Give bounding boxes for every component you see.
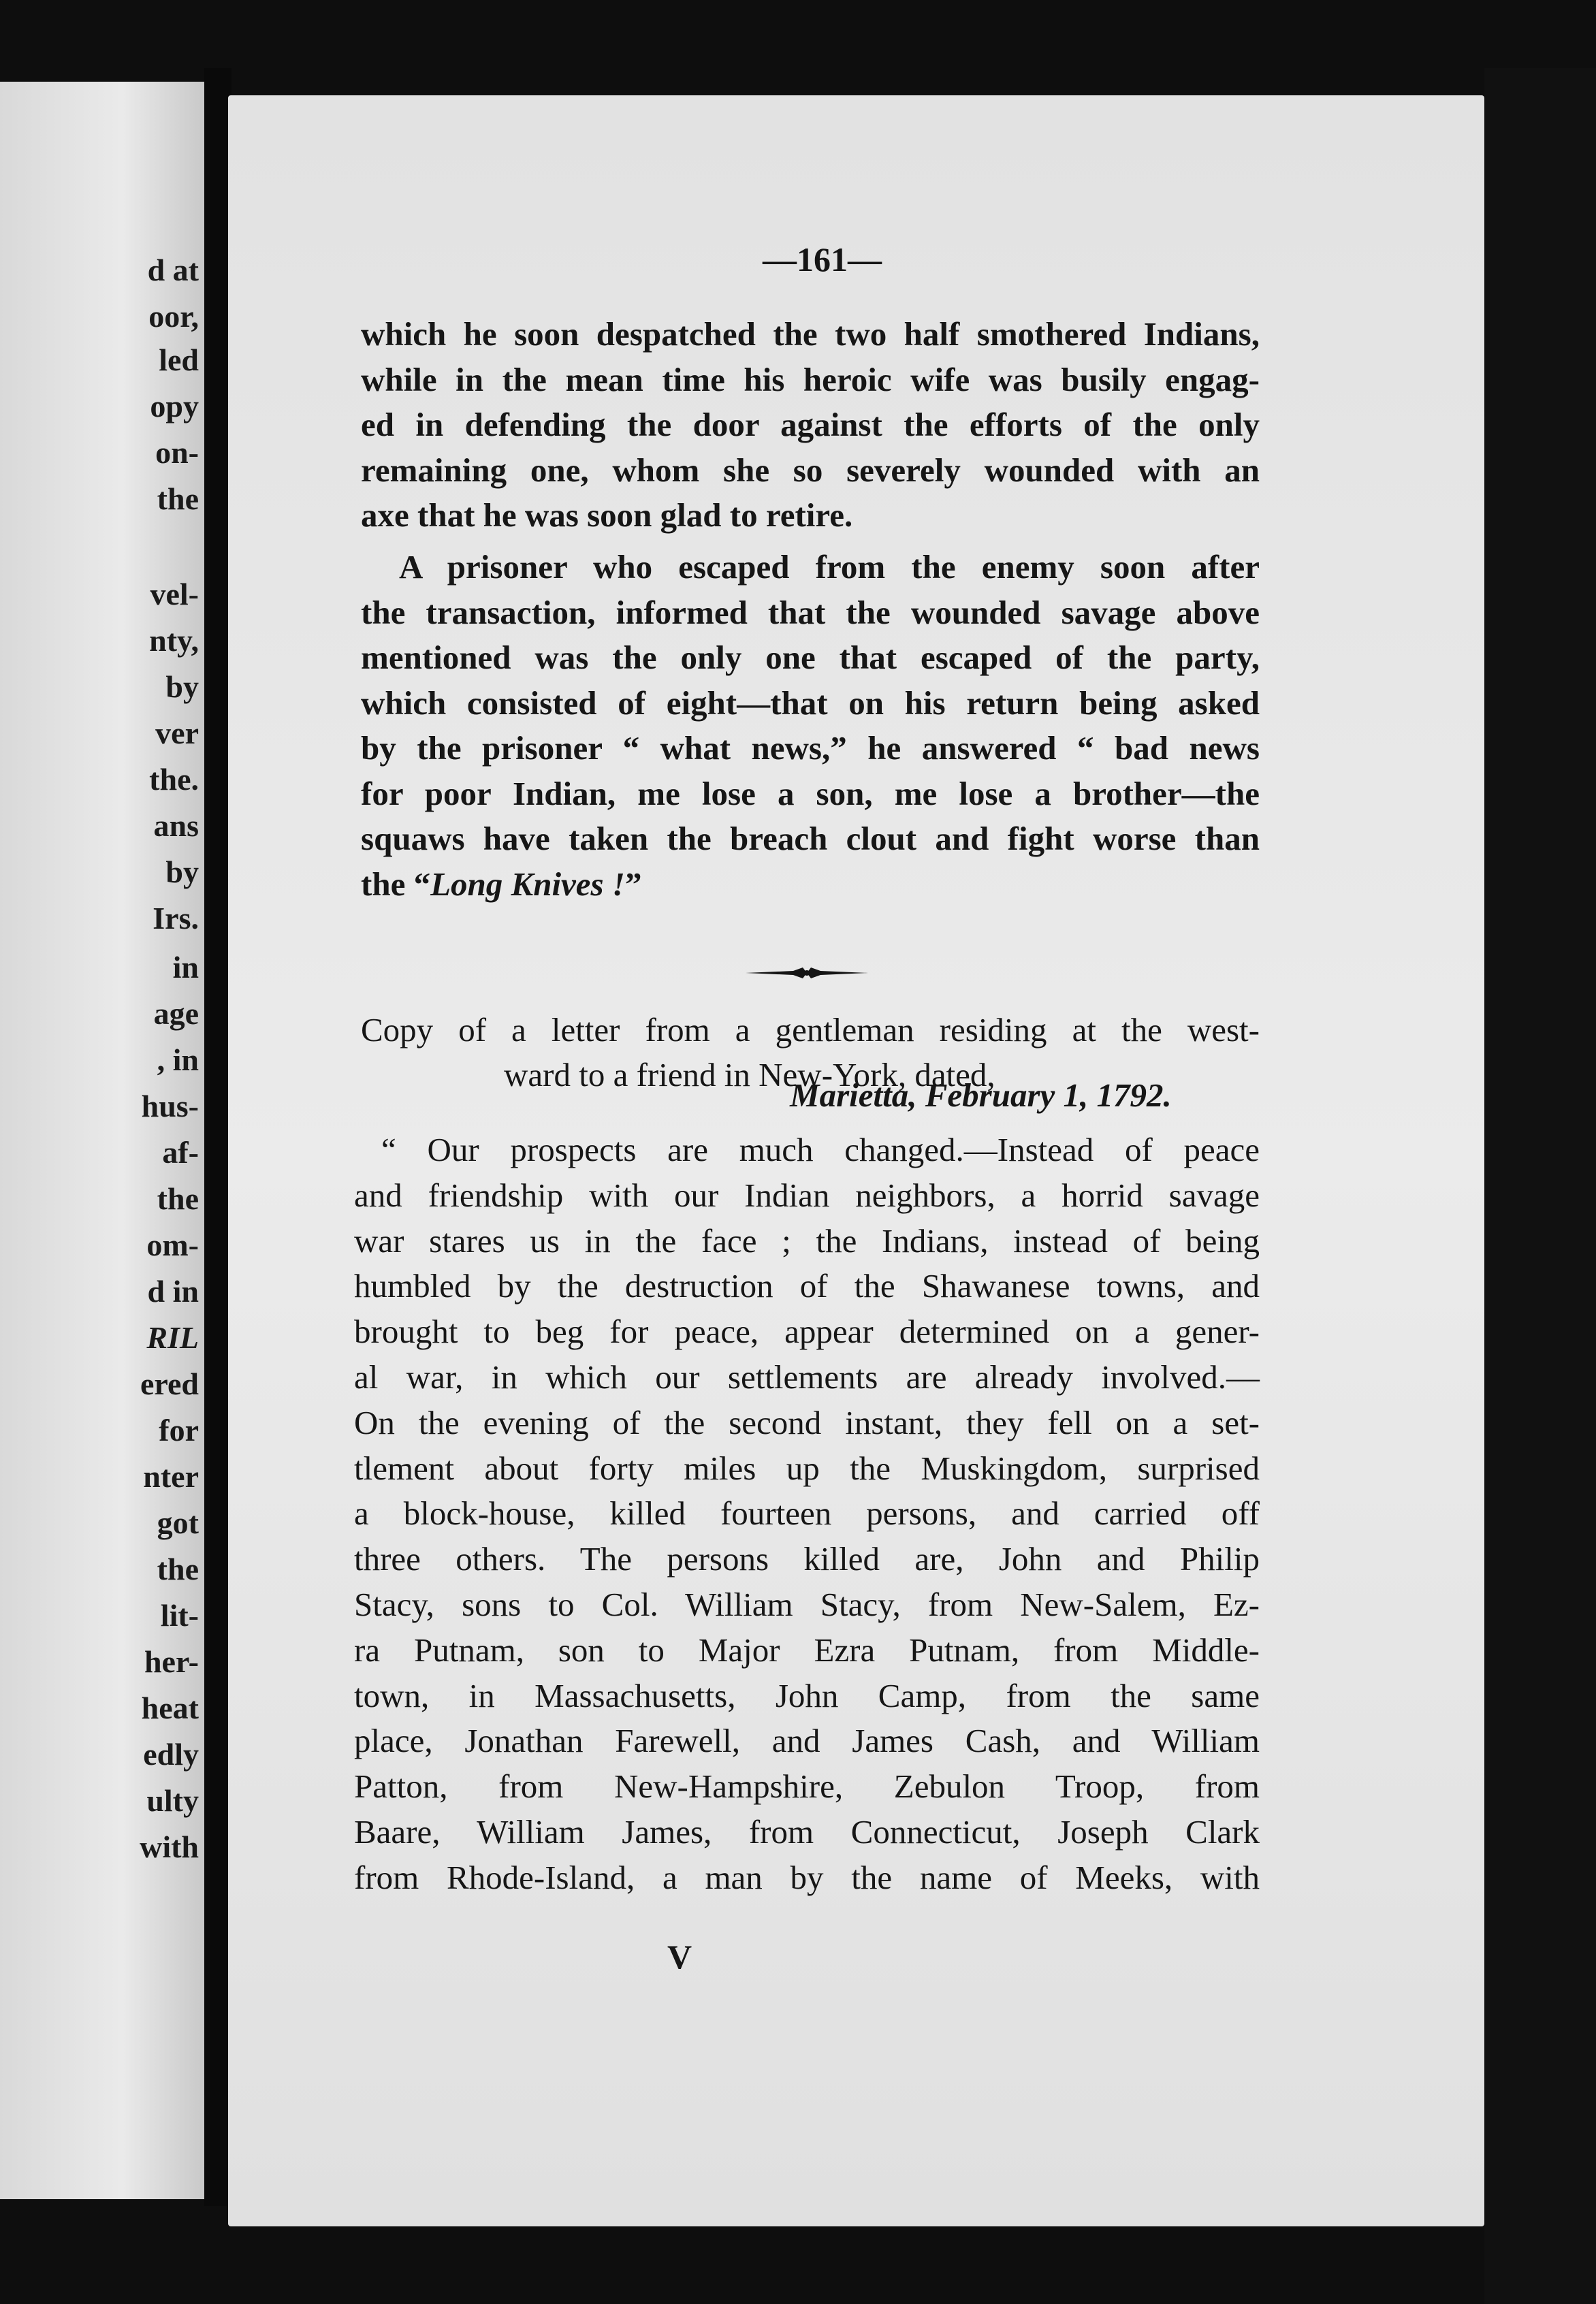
text-line: place, Jonathan Farewell, and James Cash, and William — [354, 1722, 1260, 1760]
left-page-fragment: oor, — [148, 299, 199, 334]
quote-close: ” — [624, 865, 642, 903]
text-line: and friendship with our Indian neighbors, a horrid savage — [354, 1176, 1260, 1214]
text-line: Patton, from New-Hampshire, Zebulon Troop, from — [354, 1767, 1260, 1806]
left-page-fragment: the — [157, 481, 199, 516]
left-page-fragment: nty, — [149, 623, 199, 658]
text-line: “ Our prospects are much changed.—Instead of peace — [381, 1131, 1260, 1168]
text-line: Baare, William James, from Connecticut, Joseph Clark — [354, 1812, 1260, 1851]
text-line: remaining one, whom she so severely wounded with an — [361, 451, 1260, 489]
left-page-fragment: lit- — [160, 1598, 199, 1633]
left-page-fragment: om- — [146, 1228, 199, 1262]
left-page-fragment: the — [157, 1552, 199, 1586]
quote-open: the “ — [361, 865, 431, 903]
left-page-fragment: ver — [155, 716, 199, 750]
left-page-fragment: ulty — [146, 1783, 199, 1818]
left-page-fragment: led — [159, 342, 199, 377]
book-gutter — [204, 68, 232, 2206]
text-line: from Rhode-Island, a man by the name of Meeks, with — [354, 1858, 1260, 1896]
left-page-fragment: with — [140, 1829, 199, 1864]
second-paragraph — [361, 545, 1260, 907]
left-page-fragment: , in — [157, 1042, 199, 1077]
left-page-fragment: ans — [153, 808, 199, 843]
left-page-fragment: hus- — [141, 1089, 199, 1123]
text-line: while in the mean time his heroic wife was busily engag- — [361, 360, 1260, 398]
signature-mark: V — [667, 1938, 692, 1976]
left-page-fragment: opy — [150, 389, 199, 423]
left-page-fragment: the. — [149, 762, 199, 797]
text-line: al war, in which our settlements are already involved.— — [354, 1358, 1260, 1396]
left-page-fragment: Irs. — [153, 901, 199, 935]
left-facing-page — [0, 82, 204, 2199]
left-page-fragment: edly — [143, 1737, 199, 1772]
text-line: which he soon despatched the two half smothered Indians, — [361, 315, 1260, 353]
letter-dateline: Marietta, February 1, 1792. — [790, 1076, 1172, 1114]
left-page-fragment: the — [157, 1181, 199, 1216]
text-line: squaws have taken the breach clout and fight worse than — [361, 820, 1260, 857]
left-page-fragment: d in — [147, 1274, 199, 1309]
left-page-fragment: her- — [144, 1644, 199, 1679]
left-page-fragment: af- — [162, 1135, 199, 1170]
text-line: war stares us in the face ; the Indians, instead of being — [354, 1221, 1260, 1260]
text-line: a block-house, killed fourteen persons, and carried off — [354, 1494, 1260, 1533]
left-page-fragment: for — [159, 1413, 199, 1447]
letter-heading-line-2: ward to a friend in New-York, dated, — [504, 1056, 995, 1093]
text-line: brought to beg for peace, appear determined on a gener- — [354, 1313, 1260, 1351]
left-page-fragment: nter — [143, 1459, 199, 1494]
text-line: axe that he was soon glad to retire. — [361, 496, 853, 534]
section-divider-ornament — [746, 965, 868, 980]
left-page-fragment: d at — [147, 253, 199, 287]
letter-body — [354, 1127, 1260, 1901]
left-page-fragment: vel- — [150, 577, 199, 611]
text-line: On the evening of the second instant, they fell on a set- — [354, 1403, 1260, 1441]
left-page-fragment: on- — [155, 435, 199, 470]
text-line: Stacy, sons to Col. William Stacy, from New-Salem, Ez- — [354, 1585, 1260, 1623]
letter-heading-line-1: Copy of a letter from a gentleman residing at the west- — [361, 1011, 1260, 1049]
text-line: three others. The persons killed are, John and Philip — [354, 1540, 1260, 1578]
first-paragraph — [361, 312, 1260, 539]
long-knives-phrase: Long Knives ! — [430, 865, 625, 903]
left-page-fragment: in — [172, 950, 199, 985]
text-line: which consisted of eight—that on his return being asked — [361, 684, 1260, 722]
text-line: the transaction, informed that the wounded savage above — [361, 593, 1260, 631]
text-line: A prisoner who escaped from the enemy soon after — [399, 548, 1260, 586]
text-line: town, in Massachusetts, John Camp, from the same — [354, 1676, 1260, 1714]
page-number: —161— — [763, 240, 882, 278]
text-line: tlement about forty miles up the Muskingdom, surprised — [354, 1449, 1260, 1487]
text-line: humbled by the destruction of the Shawanese towns, and — [354, 1267, 1260, 1305]
left-page-fragment: age — [153, 996, 199, 1031]
left-page-fragment: heat — [141, 1691, 199, 1725]
left-page-fragment: by — [165, 669, 199, 704]
text-line-ending — [361, 862, 1260, 908]
left-page-fragment: ered — [140, 1366, 199, 1401]
text-line: by the prisoner “ what news,” he answered “ bad news — [361, 729, 1260, 767]
text-line: ed in defending the door against the efforts of the only — [361, 406, 1260, 443]
page-edge-shadow — [1484, 68, 1596, 2304]
text-line: for poor Indian, me lose a son, me lose a brother—the — [361, 774, 1260, 812]
left-page-fragment: RIL — [146, 1320, 199, 1355]
text-line: ra Putnam, son to Major Ezra Putnam, from Middle- — [354, 1631, 1260, 1669]
text-line: mentioned was the only one that escaped of the party, — [361, 639, 1260, 676]
left-page-fragment: by — [165, 854, 199, 889]
left-page-fragment: got — [157, 1505, 199, 1540]
